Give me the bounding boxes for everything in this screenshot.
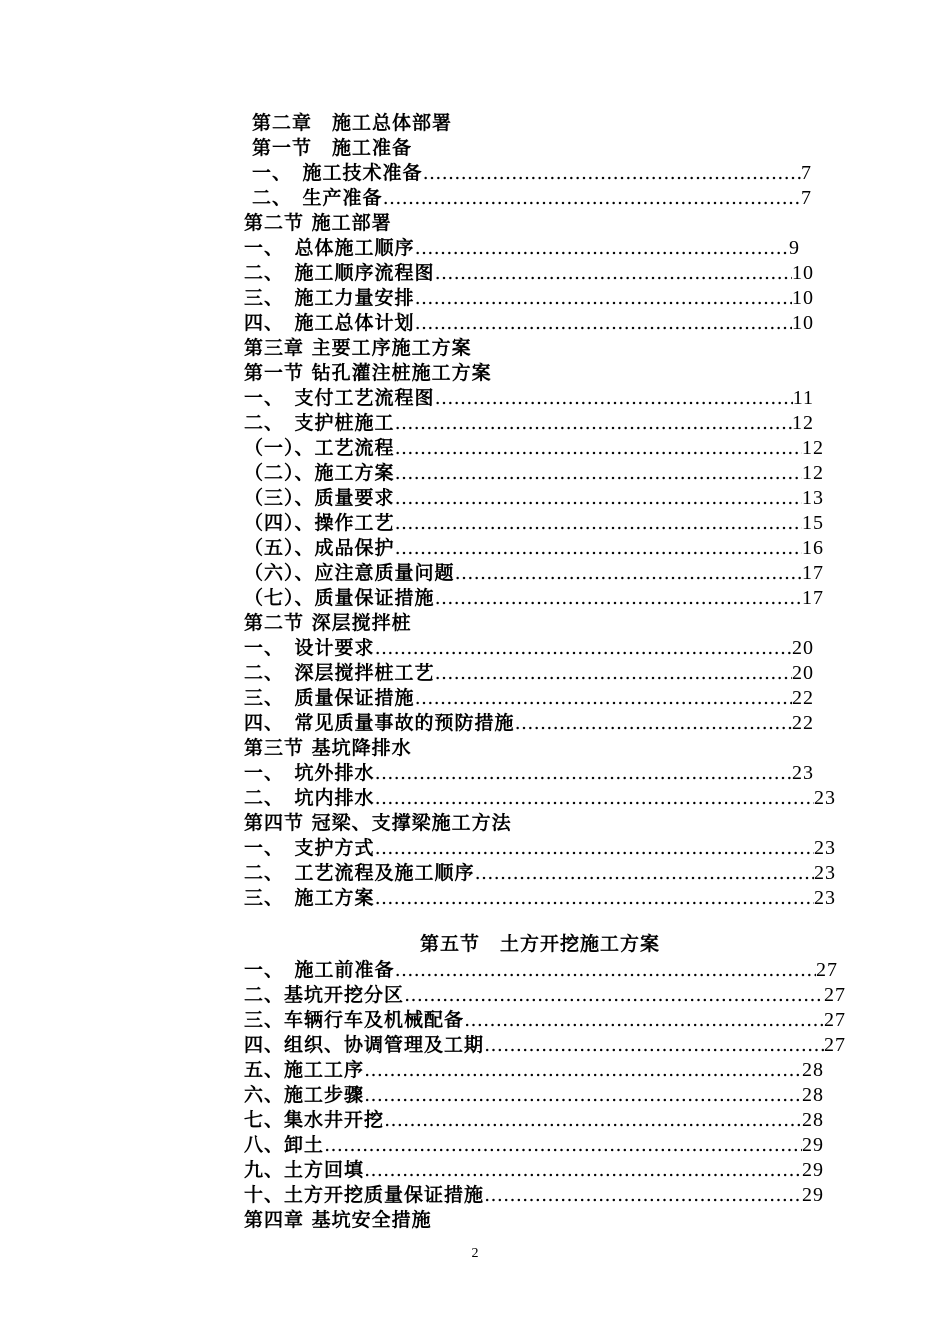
toc-entry-page: 15 bbox=[802, 512, 824, 534]
dot-leader bbox=[464, 1008, 824, 1033]
dot-leader bbox=[364, 1158, 802, 1183]
toc-heading: 第三节 基坑降排水 bbox=[244, 737, 412, 759]
toc-entry-page: 7 bbox=[801, 187, 812, 209]
toc-entry bbox=[252, 186, 812, 211]
toc-entry bbox=[244, 983, 846, 1008]
toc-entry-label: 一、 总体施工顺序 bbox=[244, 237, 415, 259]
toc-entry-label: （三）、质量要求 bbox=[244, 487, 395, 509]
toc-entry-page: 10 bbox=[792, 287, 814, 309]
toc-entry bbox=[244, 1183, 824, 1208]
dot-leader bbox=[415, 311, 792, 336]
dot-leader bbox=[383, 186, 801, 211]
toc-entry-label: 一、 施工前准备 bbox=[244, 959, 395, 981]
dot-leader bbox=[375, 761, 792, 786]
toc-heading: 第二节 深层搅拌桩 bbox=[244, 612, 412, 634]
toc-entry-page: 16 bbox=[802, 537, 824, 559]
dot-leader bbox=[375, 636, 792, 661]
dot-leader bbox=[475, 861, 814, 886]
toc-entry-label: （二）、施工方案 bbox=[244, 462, 395, 484]
dot-leader bbox=[435, 661, 792, 686]
toc-entry-label: （六）、应注意质量问题 bbox=[244, 562, 455, 584]
dot-leader bbox=[395, 436, 802, 461]
toc-entry-page: 9 bbox=[789, 237, 800, 259]
toc-entry-page: 29 bbox=[802, 1159, 824, 1181]
toc-entry-label: 一、 设计要求 bbox=[244, 637, 375, 659]
toc-entry bbox=[244, 386, 814, 411]
toc-heading: 第五节 土方开挖施工方案 bbox=[420, 933, 661, 955]
dot-leader bbox=[395, 511, 802, 536]
toc-entry bbox=[244, 861, 836, 886]
toc-entry-page: 20 bbox=[792, 637, 814, 659]
toc-entry-page: 28 bbox=[802, 1084, 824, 1106]
dot-leader bbox=[404, 983, 824, 1008]
toc-entry-page: 23 bbox=[814, 837, 836, 859]
toc-entry-label: 三、 质量保证措施 bbox=[244, 687, 415, 709]
toc-entry bbox=[244, 1033, 846, 1058]
toc-entry-page: 27 bbox=[824, 1034, 846, 1056]
toc-entry-label: 三、 施工力量安排 bbox=[244, 287, 415, 309]
dot-leader bbox=[324, 1133, 802, 1158]
toc-entry bbox=[244, 886, 836, 911]
toc-entry bbox=[244, 586, 824, 611]
toc-entry-page: 29 bbox=[802, 1184, 824, 1206]
toc-entry bbox=[244, 286, 814, 311]
toc-entry bbox=[244, 411, 814, 436]
toc-heading: 第二节 施工部署 bbox=[244, 212, 392, 234]
dot-leader bbox=[364, 1083, 802, 1108]
toc-entry-page: 12 bbox=[802, 437, 824, 459]
toc-entry bbox=[244, 836, 836, 861]
toc-entry-page: 20 bbox=[792, 662, 814, 684]
toc-entry-label: （一）、工艺流程 bbox=[244, 437, 395, 459]
toc-entry bbox=[244, 661, 814, 686]
toc-heading: 第四章 基坑安全措施 bbox=[244, 1209, 432, 1231]
toc-entry-label: 四、 常见质量事故的预防措施 bbox=[244, 712, 515, 734]
toc-entry-label: 四、 施工总体计划 bbox=[244, 312, 415, 334]
toc-entry-page: 12 bbox=[802, 462, 824, 484]
toc-entry-page: 27 bbox=[824, 984, 846, 1006]
toc-heading: 第二章 施工总体部署 bbox=[252, 112, 453, 134]
toc-entry-label: 二、 坑内排水 bbox=[244, 787, 375, 809]
toc-entry bbox=[244, 536, 824, 561]
toc-entry-label: （五）、成品保护 bbox=[244, 537, 395, 559]
toc-entry bbox=[244, 486, 824, 511]
toc-entry-label: 四、组织、协调管理及工期 bbox=[244, 1034, 485, 1056]
dot-leader bbox=[395, 958, 816, 983]
toc-entry bbox=[244, 761, 814, 786]
toc-heading: 第三章 主要工序施工方案 bbox=[244, 337, 472, 359]
toc-entry bbox=[244, 511, 824, 536]
toc-entry-page: 17 bbox=[802, 562, 824, 584]
toc-entry-page: 22 bbox=[792, 712, 814, 734]
dot-leader bbox=[395, 461, 802, 486]
toc-entry bbox=[244, 786, 836, 811]
dot-leader bbox=[415, 236, 789, 261]
toc-entry-label: 九、土方回填 bbox=[244, 1159, 365, 1181]
toc-entry bbox=[244, 1083, 824, 1108]
toc-entry-page: 13 bbox=[802, 487, 824, 509]
toc-entry-label: 十、土方开挖质量保证措施 bbox=[244, 1184, 485, 1206]
dot-leader bbox=[423, 161, 801, 186]
toc-entry-page: 23 bbox=[792, 762, 814, 784]
dot-leader bbox=[415, 286, 792, 311]
dot-leader bbox=[395, 411, 792, 436]
toc-heading: 第一节 钻孔灌注桩施工方案 bbox=[244, 362, 492, 384]
dot-leader bbox=[484, 1033, 824, 1058]
toc-entry-page: 17 bbox=[802, 587, 824, 609]
toc-entry bbox=[244, 1058, 824, 1083]
toc-entry-page: 23 bbox=[814, 887, 836, 909]
toc-entry-label: 一、 支护方式 bbox=[244, 837, 375, 859]
toc-entry-label: 三、车辆行车及机械配备 bbox=[244, 1009, 465, 1031]
toc-entry-page: 7 bbox=[801, 162, 812, 184]
toc-entry bbox=[244, 1008, 846, 1033]
toc-entry-label: 一、 支付工艺流程图 bbox=[244, 387, 435, 409]
dot-leader bbox=[435, 586, 802, 611]
toc-entry-page: 28 bbox=[802, 1109, 824, 1131]
dot-leader bbox=[484, 1183, 802, 1208]
toc-entry bbox=[244, 236, 800, 261]
toc-entry-page: 27 bbox=[816, 959, 838, 981]
toc-entry-label: 七、集水井开挖 bbox=[244, 1109, 385, 1131]
toc-entry-label: 二、 施工顺序流程图 bbox=[244, 262, 435, 284]
toc-entry bbox=[244, 261, 814, 286]
toc-entry-label: （四）、操作工艺 bbox=[244, 512, 395, 534]
toc-entry bbox=[244, 958, 838, 983]
toc-entry bbox=[252, 161, 812, 186]
toc-entry-page: 11 bbox=[792, 387, 814, 409]
toc-heading: 第一节 施工准备 bbox=[252, 137, 413, 159]
dot-leader bbox=[375, 886, 814, 911]
dot-leader bbox=[364, 1058, 802, 1083]
toc-entry-page: 22 bbox=[792, 687, 814, 709]
toc-entry-page: 27 bbox=[824, 1009, 846, 1031]
toc-heading: 第四节 冠梁、支撑梁施工方法 bbox=[244, 812, 512, 834]
toc-entry-label: 二、 生产准备 bbox=[252, 187, 383, 209]
toc-entry bbox=[244, 636, 814, 661]
dot-leader bbox=[395, 486, 802, 511]
toc-entry bbox=[244, 686, 814, 711]
toc-entry-label: 二、基坑开挖分区 bbox=[244, 984, 405, 1006]
page-number: 2 bbox=[471, 1246, 479, 1261]
toc-entry bbox=[244, 1108, 824, 1133]
toc-entry bbox=[244, 1133, 824, 1158]
toc-entry-page: 10 bbox=[792, 262, 814, 284]
toc-entry-page: 23 bbox=[814, 862, 836, 884]
dot-leader bbox=[455, 561, 802, 586]
toc-entry-label: 六、施工步骤 bbox=[244, 1084, 365, 1106]
toc-entry-label: 二、 工艺流程及施工顺序 bbox=[244, 862, 475, 884]
toc-entry bbox=[244, 561, 824, 586]
dot-leader bbox=[515, 711, 792, 736]
toc-entry-label: 一、 坑外排水 bbox=[244, 762, 375, 784]
toc-entry-page: 28 bbox=[802, 1059, 824, 1081]
toc-entry bbox=[244, 461, 824, 486]
toc-entry-page: 23 bbox=[814, 787, 836, 809]
toc-entry bbox=[244, 711, 814, 736]
dot-leader bbox=[384, 1108, 802, 1133]
toc-entry-label: 一、 施工技术准备 bbox=[252, 162, 423, 184]
dot-leader bbox=[435, 386, 793, 411]
toc-entry-label: （七）、质量保证措施 bbox=[244, 587, 435, 609]
toc-entry-label: 八、卸土 bbox=[244, 1134, 325, 1156]
toc-entry-label: 二、 支护桩施工 bbox=[244, 412, 395, 434]
toc-entry-page: 10 bbox=[792, 312, 814, 334]
dot-leader bbox=[435, 261, 792, 286]
dot-leader bbox=[375, 786, 814, 811]
toc-entry bbox=[244, 436, 824, 461]
toc-entry-label: 三、 施工方案 bbox=[244, 887, 375, 909]
toc-entry bbox=[244, 1158, 824, 1183]
toc-entry bbox=[244, 311, 814, 336]
dot-leader bbox=[395, 536, 802, 561]
toc-entry-label: 五、施工工序 bbox=[244, 1059, 365, 1081]
toc-entry-page: 12 bbox=[792, 412, 814, 434]
toc-entry-page: 29 bbox=[802, 1134, 824, 1156]
dot-leader bbox=[415, 686, 792, 711]
toc-entry-label: 二、 深层搅拌桩工艺 bbox=[244, 662, 435, 684]
dot-leader bbox=[375, 836, 814, 861]
